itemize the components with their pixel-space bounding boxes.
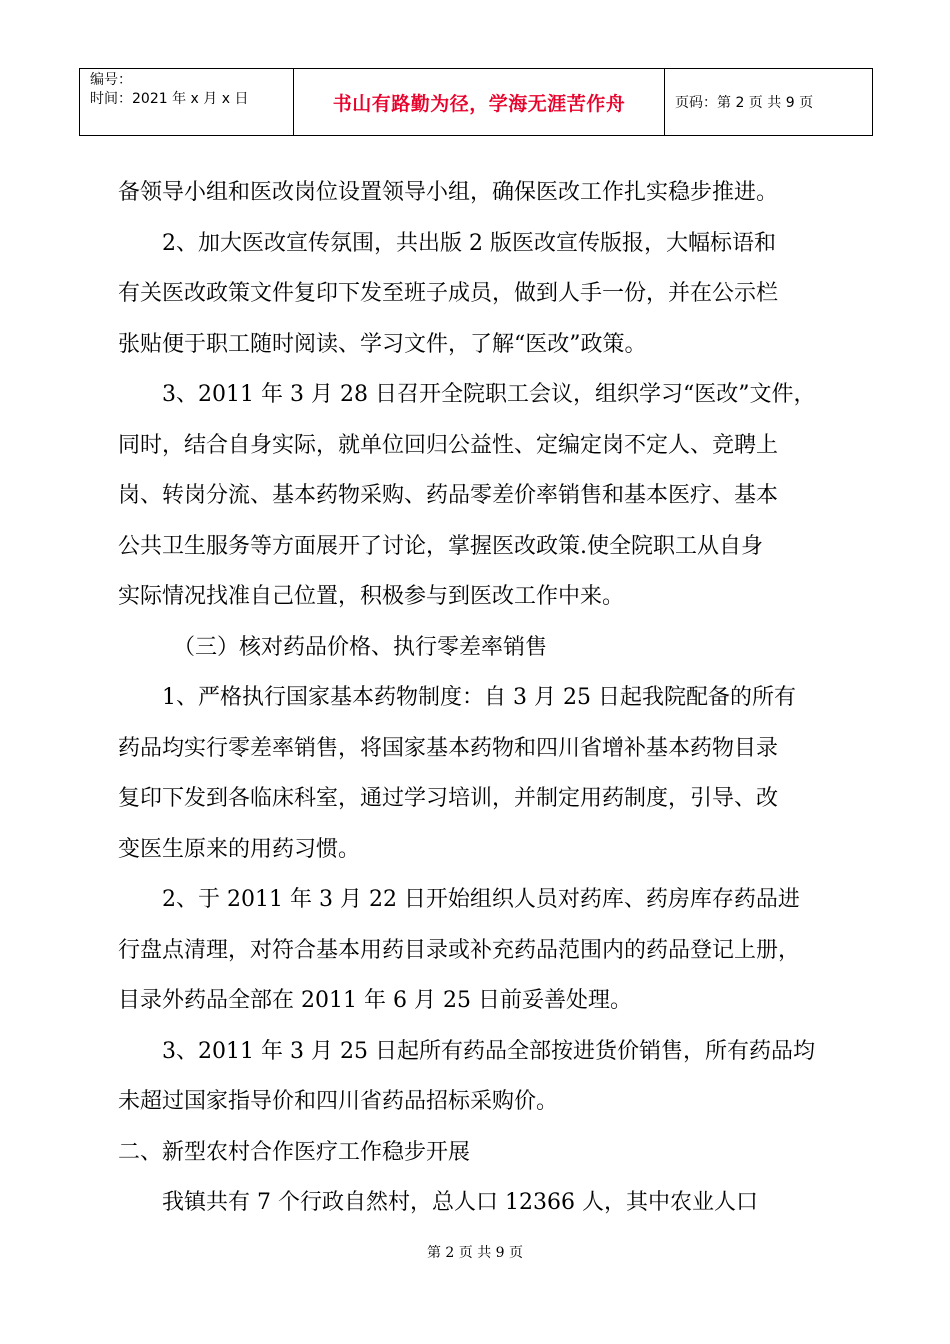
body-line: 2、加大医改宣传氛围，共出版 2 版医改宣传版报，大幅标语和 — [162, 230, 776, 256]
body-line: 复印下发到各临床科室，通过学习培训，并制定用药制度，引导、改 — [118, 786, 779, 811]
motto: 书山有路勤为径，学海无涯苦作舟 — [294, 69, 665, 136]
number-label: 编号： — [90, 72, 132, 88]
body-line: 同时，结合自身实际，就单位回归公益性、定编定岗不定人、竞聘上 — [118, 432, 779, 458]
body-line: 有关医改政策文件复印下发至班子成员，做到人手一份，并在公示栏 — [118, 281, 779, 306]
page-label: 页码：第 2 页 共 9 页 — [665, 69, 873, 136]
header-table — [79, 68, 873, 136]
body-line: 目录外药品全部在 2011 年 6 月 25 日前妥善处理。 — [118, 988, 632, 1013]
header-meta — [80, 69, 294, 136]
body-line: 3、2011 年 3 月 25 日起所有药品全部按进货价销售，所有药品均 — [162, 1038, 815, 1064]
body-line: 变医生原来的用药习惯。 — [118, 836, 361, 862]
body-line: 2、于 2011 年 3 月 22 日开始组织人员对药库、药房库存药品进 — [162, 887, 800, 912]
body-line: 未超过国家指导价和四川省药品招标采购价。 — [118, 1089, 559, 1114]
section-heading: 二、新型农村合作医疗工作稳步开展 — [118, 1139, 471, 1165]
body-line: 岗、转岗分流、基本药物采购、药品零差价率销售和基本医疗、基本 — [118, 483, 779, 508]
body-line: 行盘点清理，对符合基本用药目录或补充药品范围内的药品登记上册， — [118, 937, 801, 963]
body-line: 公共卫生服务等方面展开了讨论，掌握医改政策.使全院职工从自身 — [118, 533, 763, 559]
body-line: 1、严格执行国家基本药物制度：自 3 月 25 日起我院配备的所有 — [162, 685, 796, 710]
body-line: 药品均实行零差率销售，将国家基本药物和四川省增补基本药物目录 — [118, 735, 779, 761]
time-label: 时间：2021 年 x 月 x 日 — [90, 91, 249, 107]
body-line: 张贴便于职工随时阅读、学习文件，了解“医改”政策。 — [118, 331, 647, 357]
page-footer: 第 2 页 共 9 页 — [426, 1245, 524, 1261]
body-line: 实际情况找准自己位置，积极参与到医改工作中来。 — [118, 584, 625, 609]
body-line: 我镇共有 7 个行政自然村，总人口 12366 人，其中农业人口 — [162, 1190, 758, 1215]
body-line: 备领导小组和医改岗位设置领导小组，确保医改工作扎实稳步推进。 — [118, 180, 779, 205]
section-heading: （三）核对药品价格、执行零差率销售 — [173, 634, 548, 660]
document-body — [118, 168, 838, 1229]
body-line: 3、2011 年 3 月 28 日召开全院职工会议，组织学习“医改”文件， — [162, 382, 816, 407]
